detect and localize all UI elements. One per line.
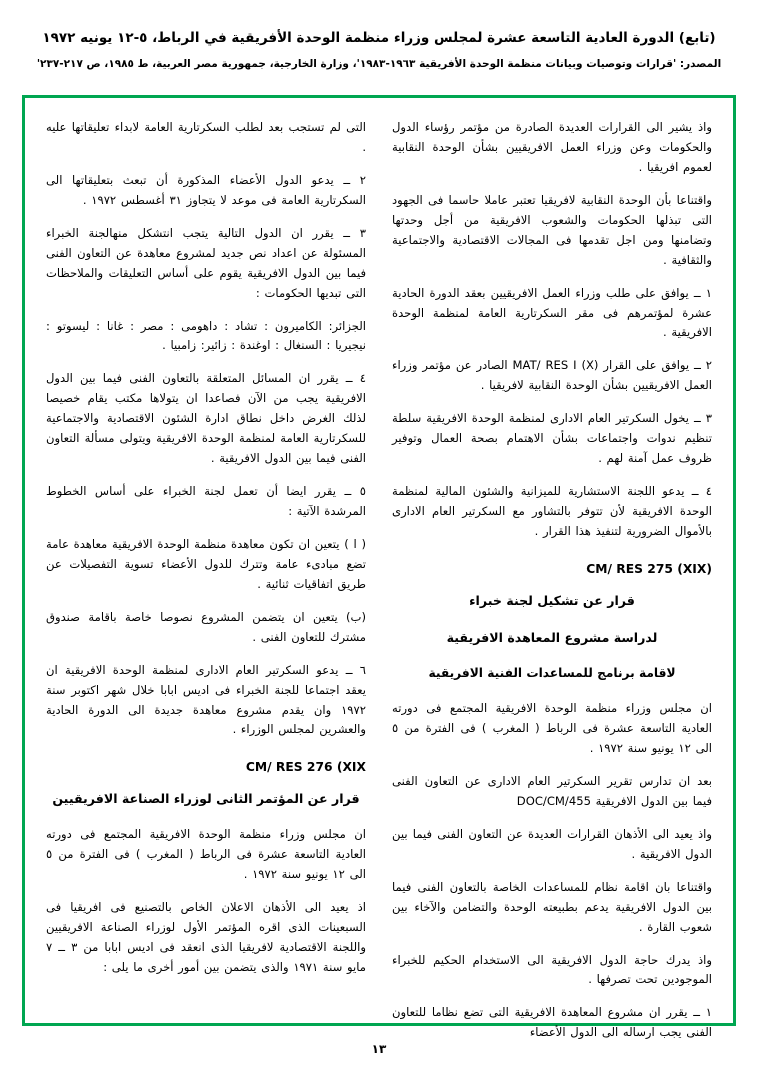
paragraph: واقتناعا بان اقامة نظام للمساعدات الخاصة بالتعاون الفنى فيما بين الدول الافريقية يدعم بطبيعته الوحدة والتضامن والآخاء بين شعوب القارة . [392,879,712,934]
page-header [0,0,758,73]
paragraph: بعد ان تدارس تقرير السكرتير العام الادارى عن التعاون الفنى فيما بين الدول الافريقية DOC/CM/455 [392,773,712,808]
paragraph: ان مجلس وزراء منظمة الوحدة الافريقية المجتمع فى دورته العادية التاسعة عشرة فى الرباط ( المغرب ) فى الفترة من ٥ الى ١٢ يونيو سنة ١٩٧٢ . [46,827,366,881]
resolution-code: CM/ RES 276 (XIX [245,760,366,775]
column-left [46,118,366,1004]
paragraph: ٦ ــ يدعو السكرتير العام الادارى لمنظمة الوحدة الافريقية ان يعقد اجتماعا للجنة الخبراء فى اديس ابابا خلال شهر اكتوبر سنة ١٩٧٢ وان يقدم مشروع معاهدة جديدة الى الدورة الحادية والعشرين لمجلس الوزراء . [46,662,366,737]
paragraph: ٤ ــ يدعو اللجنة الاستشارية للميزانية والشئون المالية لمنظمة الوحدة الافريقية لأن تتوفر بالتشاور مع السكرتير العام الادارى بالأموال الضرورية لتنفيذ هذا القرار . [392,484,712,538]
paragraph: ٣ ــ يقرر ان الدول التالية يتجب انتشكل منهالجنة الخبراء المسئولة عن اعداد نص جديد لمشروع معاهدة عن التعاون الفنى فيما بين الدول الافريقية يقوم على أساس التعليقات والملاحظات التى تبديها الحكومات : [46,225,366,300]
resolution-title-line: قرار عن المؤتمر الثانى لوزراء الصناعة الافريقيين [52,791,360,807]
paragraph: (ب) يتعين ان يتضمن المشروع نصوصا خاصة باقامة صندوق مشترك للتعاون الفنى . [46,609,366,644]
resolution-code: CM/ RES 275 (XIX) [586,561,712,576]
paragraph: ان مجلس وزراء منظمة الوحدة الافريقية المجتمع فى دورته العادية التاسعة عشرة فى الرباط ( المغرب ) فى الفترة من ٥ الى ١٢ يونيو سنة ١٩٧٢ . [392,701,712,756]
resolution-title-line: لدراسة مشروع المعاهدة الافريقية [446,629,658,645]
paragraph: واذ يشير الى القرارات العديدة الصادرة من مؤتمر رؤساء الدول والحكومات وعن وزراء العمل الافريقيين بشأن الوحدة النقابية لعموم افريقيا . [392,120,712,174]
paragraph: الجزائر: الكاميرون : تشاد : داهومى : مصر : غانا : ليسوتو : نيجيريا : السنغال : اوغندة : زائير: زامبيا . [46,318,366,353]
paragraph: التى لم تستجب بعد لطلب السكرتارية العامة لابداء تعليقاتها عليه . [46,120,366,154]
paragraph: اذ يعيد الى الأذهان الاعلان الخاص بالتصنيع فى افريقيا فى السبعينات الذى اقره المؤتمر الأول لوزراء الصناعة الافريقيين واللجنة الاقتصادية لافريقيا الذى انعقد فى اديس ابابا من ٣ ــ ٧ مايو سنة ١٩٧١ والذى يتضمن بين أمور أخرى ما يلى : [46,899,366,974]
paragraph: ٣ ــ يخول السكرتير العام الادارى لمنظمة الوحدة الافريقية سلطة تنظيم ندوات واجتماعات بشأن الاهتمام بصحة العمال وتوفير ظروف عمل آمنة لهم . [392,411,712,466]
paragraph: ٤ ــ يقرر ان المسائل المتعلقة بالتعاون الفنى فيما بين الدول الافريقية يجب من الآن فصاعدا ان يتولاها مكتب يقام خصيصا لذلك الغرض داخل نطاق ادارة الشئون الاقتصادية والاجتماعية للسكرتارية العامة لمنظمة الوحدة الافريقية ويتولى مسألة التعاون الفنى فيما بين الدول الافريقية . [46,371,366,466]
two-column-body [34,104,724,1040]
page-title: (تابع) الدورة العادية التاسعة عشرة لمجلس وزراء منظمة الوحدة الأفريقية في الرباط، ٥-١٢ يونيه ١٩٧٢ [42,30,716,46]
paragraph: ( ا ) يتعين ان تكون معاهدة منظمة الوحدة الافريقية معاهدة عامة تضع مبادىء عامة وتترك للدول الأعضاء تسوية التفصيلات عن طريق اتفاقيات ثنائية . [46,536,366,591]
paragraph: واقتناعا بأن الوحدة النقابية لافريقيا تعتبر عاملا حاسما فى الجهود التى تبذلها الحكومات والشعوب الافريقية من أجل وحدتها وتضامنها ومن اجل تقدمها فى المجالات الاقتصادية والاجتماعية والثقافية . [392,192,712,267]
source-note: المصدر: 'قرارات وتوصيات وبيانات منظمة الوحدة الأفريقية ١٩٦٣-١٩٨٣'، وزارة الخارجية، جمهورية مصر العربية، ط ١٩٨٥، ص ٢١٧-٢٣٧' [36,58,722,71]
paragraph: واذ يعيد الى الأذهان القرارات العديدة عن التعاون الفنى فيما بين الدول الافريقية . [392,826,712,861]
column-right [392,118,712,1040]
page-number: ١٣ [371,1042,387,1056]
paragraph: ١ ــ يوافق على طلب وزراء العمل الافريقيين بعقد الدورة الحادية عشرة لمؤتمرهم فى مقر السكرتارية العامة لمنظمة الوحدة الافريقية . [392,285,712,340]
paragraph: ٥ ــ يقرر ايضا أن تعمل لجنة الخبراء على أساس الخطوط المرشدة الآتية : [46,484,366,518]
paragraph: ٢ ــ يوافق على القرار MAT/ RES I (X) الصادر عن مؤتمر وزراء العمل الافريقيين بشأن الوحدة النقابية لافريقيا . [392,358,712,393]
paragraph: ٢ ــ يدعو الدول الأعضاء المذكورة أن تبعث بتعليقاتها الى السكرتارية العامة فى موعد لا يتجاوز ٣١ أغسطس ١٩٧٢ . [46,172,366,207]
resolution-title-line: قرار عن تشكيل لجنة خبراء [469,592,635,608]
resolution-title-line: لاقامة برنامج للمساعدات الفنية الافريقية [428,666,676,681]
paragraph: ١ ــ يقرر ان مشروع المعاهدة الافريقية التى تضع نظاما للتعاون الفنى يجب ارساله الى الدول الأعضاء [392,1005,712,1040]
paragraph: واذ يدرك حاجة الدول الافريقية الى الاستخدام الحكيم للخبراء الموجودين تحت تصرفها . [392,952,712,987]
